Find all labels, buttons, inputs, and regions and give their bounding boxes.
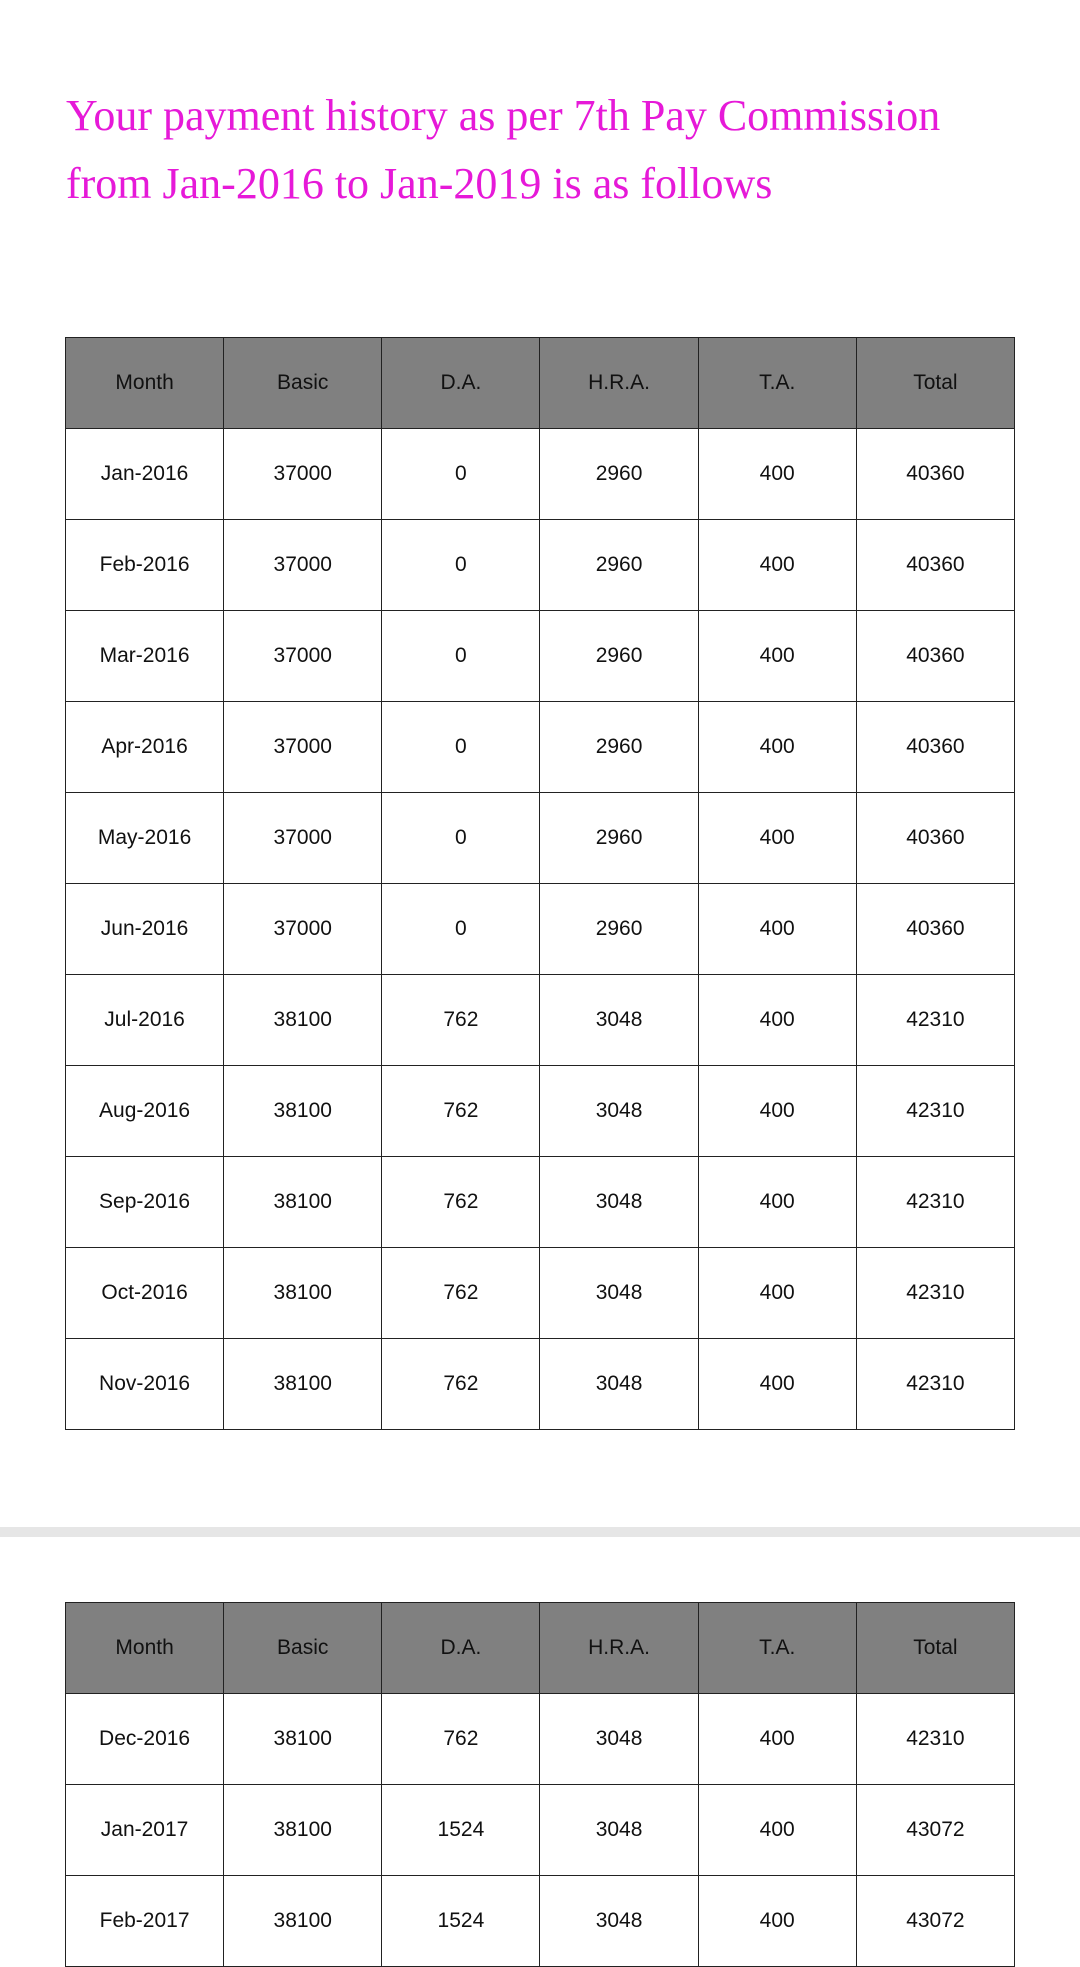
ta-cell: 400 — [698, 975, 856, 1066]
total-cell: 42310 — [856, 975, 1014, 1066]
ta-cell: 400 — [698, 1248, 856, 1339]
hra-cell: 3048 — [540, 1785, 698, 1876]
table-row — [66, 1876, 1015, 1967]
table-row — [66, 520, 1015, 611]
payment-history-table-1 — [65, 337, 1015, 1430]
month-cell: May-2016 — [66, 793, 224, 884]
basic-cell: 37000 — [224, 520, 382, 611]
column-header-total: Total — [856, 338, 1014, 429]
da-cell: 762 — [382, 1339, 540, 1430]
month-cell: Dec-2016 — [66, 1694, 224, 1785]
heading-line-2: from Jan-2016 to Jan-2019 is as follows — [66, 159, 773, 208]
hra-cell: 3048 — [540, 975, 698, 1066]
basic-cell: 38100 — [224, 975, 382, 1066]
total-cell: 40360 — [856, 429, 1014, 520]
table-row — [66, 1157, 1015, 1248]
table-row — [66, 975, 1015, 1066]
basic-cell: 38100 — [224, 1694, 382, 1785]
month-cell: Oct-2016 — [66, 1248, 224, 1339]
total-cell: 40360 — [856, 884, 1014, 975]
column-header-da: D.A. — [382, 1603, 540, 1694]
month-cell: Feb-2017 — [66, 1876, 224, 1967]
ta-cell: 400 — [698, 884, 856, 975]
page-heading — [66, 82, 1026, 218]
total-cell: 40360 — [856, 793, 1014, 884]
basic-cell: 37000 — [224, 702, 382, 793]
ta-cell: 400 — [698, 1876, 856, 1967]
total-cell: 42310 — [856, 1694, 1014, 1785]
table-row — [66, 1066, 1015, 1157]
hra-cell: 3048 — [540, 1157, 698, 1248]
da-cell: 762 — [382, 1248, 540, 1339]
basic-cell: 38100 — [224, 1876, 382, 1967]
document-page-2 — [0, 1537, 1080, 1932]
table-row — [66, 1339, 1015, 1430]
hra-cell: 2960 — [540, 702, 698, 793]
basic-cell: 38100 — [224, 1339, 382, 1430]
column-header-ta: T.A. — [698, 338, 856, 429]
hra-cell: 3048 — [540, 1339, 698, 1430]
payment-history-table-2 — [65, 1602, 1015, 1967]
basic-cell: 37000 — [224, 884, 382, 975]
column-header-month: Month — [66, 1603, 224, 1694]
hra-cell: 2960 — [540, 429, 698, 520]
ta-cell: 400 — [698, 1157, 856, 1248]
hra-cell: 2960 — [540, 611, 698, 702]
month-cell: Jul-2016 — [66, 975, 224, 1066]
basic-cell: 38100 — [224, 1248, 382, 1339]
table-row — [66, 1694, 1015, 1785]
total-cell: 42310 — [856, 1248, 1014, 1339]
column-header-total: Total — [856, 1603, 1014, 1694]
column-header-ta: T.A. — [698, 1603, 856, 1694]
basic-cell: 38100 — [224, 1066, 382, 1157]
month-cell: Jan-2016 — [66, 429, 224, 520]
hra-cell: 3048 — [540, 1248, 698, 1339]
table-row — [66, 702, 1015, 793]
column-header-hra: H.R.A. — [540, 1603, 698, 1694]
da-cell: 1524 — [382, 1876, 540, 1967]
table-row — [66, 429, 1015, 520]
basic-cell: 37000 — [224, 611, 382, 702]
hra-cell: 3048 — [540, 1694, 698, 1785]
hra-cell: 2960 — [540, 884, 698, 975]
da-cell: 762 — [382, 1157, 540, 1248]
total-cell: 43072 — [856, 1876, 1014, 1967]
hra-cell: 3048 — [540, 1876, 698, 1967]
da-cell: 0 — [382, 429, 540, 520]
month-cell: Apr-2016 — [66, 702, 224, 793]
month-cell: Jan-2017 — [66, 1785, 224, 1876]
total-cell: 40360 — [856, 611, 1014, 702]
table-row — [66, 793, 1015, 884]
da-cell: 0 — [382, 793, 540, 884]
column-header-month: Month — [66, 338, 224, 429]
da-cell: 762 — [382, 1694, 540, 1785]
column-header-da: D.A. — [382, 338, 540, 429]
ta-cell: 400 — [698, 520, 856, 611]
table-2-body — [66, 1694, 1015, 1967]
basic-cell: 38100 — [224, 1157, 382, 1248]
da-cell: 1524 — [382, 1785, 540, 1876]
month-cell: Feb-2016 — [66, 520, 224, 611]
total-cell: 42310 — [856, 1339, 1014, 1430]
da-cell: 762 — [382, 1066, 540, 1157]
total-cell: 40360 — [856, 520, 1014, 611]
hra-cell: 3048 — [540, 1066, 698, 1157]
heading-line-1: Your payment history as per 7th Pay Commission — [66, 91, 941, 140]
month-cell: Nov-2016 — [66, 1339, 224, 1430]
basic-cell: 38100 — [224, 1785, 382, 1876]
ta-cell: 400 — [698, 1785, 856, 1876]
table-row — [66, 884, 1015, 975]
column-header-basic: Basic — [224, 1603, 382, 1694]
total-cell: 43072 — [856, 1785, 1014, 1876]
column-header-hra: H.R.A. — [540, 338, 698, 429]
hra-cell: 2960 — [540, 793, 698, 884]
da-cell: 0 — [382, 611, 540, 702]
month-cell: Sep-2016 — [66, 1157, 224, 1248]
total-cell: 42310 — [856, 1066, 1014, 1157]
page-separator — [0, 1527, 1080, 1537]
da-cell: 0 — [382, 702, 540, 793]
da-cell: 0 — [382, 520, 540, 611]
hra-cell: 2960 — [540, 520, 698, 611]
total-cell: 42310 — [856, 1157, 1014, 1248]
ta-cell: 400 — [698, 1066, 856, 1157]
da-cell: 0 — [382, 884, 540, 975]
table-row — [66, 1785, 1015, 1876]
table-header-row — [66, 338, 1015, 429]
month-cell: Jun-2016 — [66, 884, 224, 975]
table-row — [66, 1248, 1015, 1339]
basic-cell: 37000 — [224, 793, 382, 884]
basic-cell: 37000 — [224, 429, 382, 520]
ta-cell: 400 — [698, 702, 856, 793]
table-1-body — [66, 429, 1015, 1430]
total-cell: 40360 — [856, 702, 1014, 793]
ta-cell: 400 — [698, 429, 856, 520]
ta-cell: 400 — [698, 611, 856, 702]
ta-cell: 400 — [698, 1339, 856, 1430]
table-header-row — [66, 1603, 1015, 1694]
table-row — [66, 611, 1015, 702]
month-cell: Aug-2016 — [66, 1066, 224, 1157]
ta-cell: 400 — [698, 793, 856, 884]
da-cell: 762 — [382, 975, 540, 1066]
ta-cell: 400 — [698, 1694, 856, 1785]
month-cell: Mar-2016 — [66, 611, 224, 702]
column-header-basic: Basic — [224, 338, 382, 429]
